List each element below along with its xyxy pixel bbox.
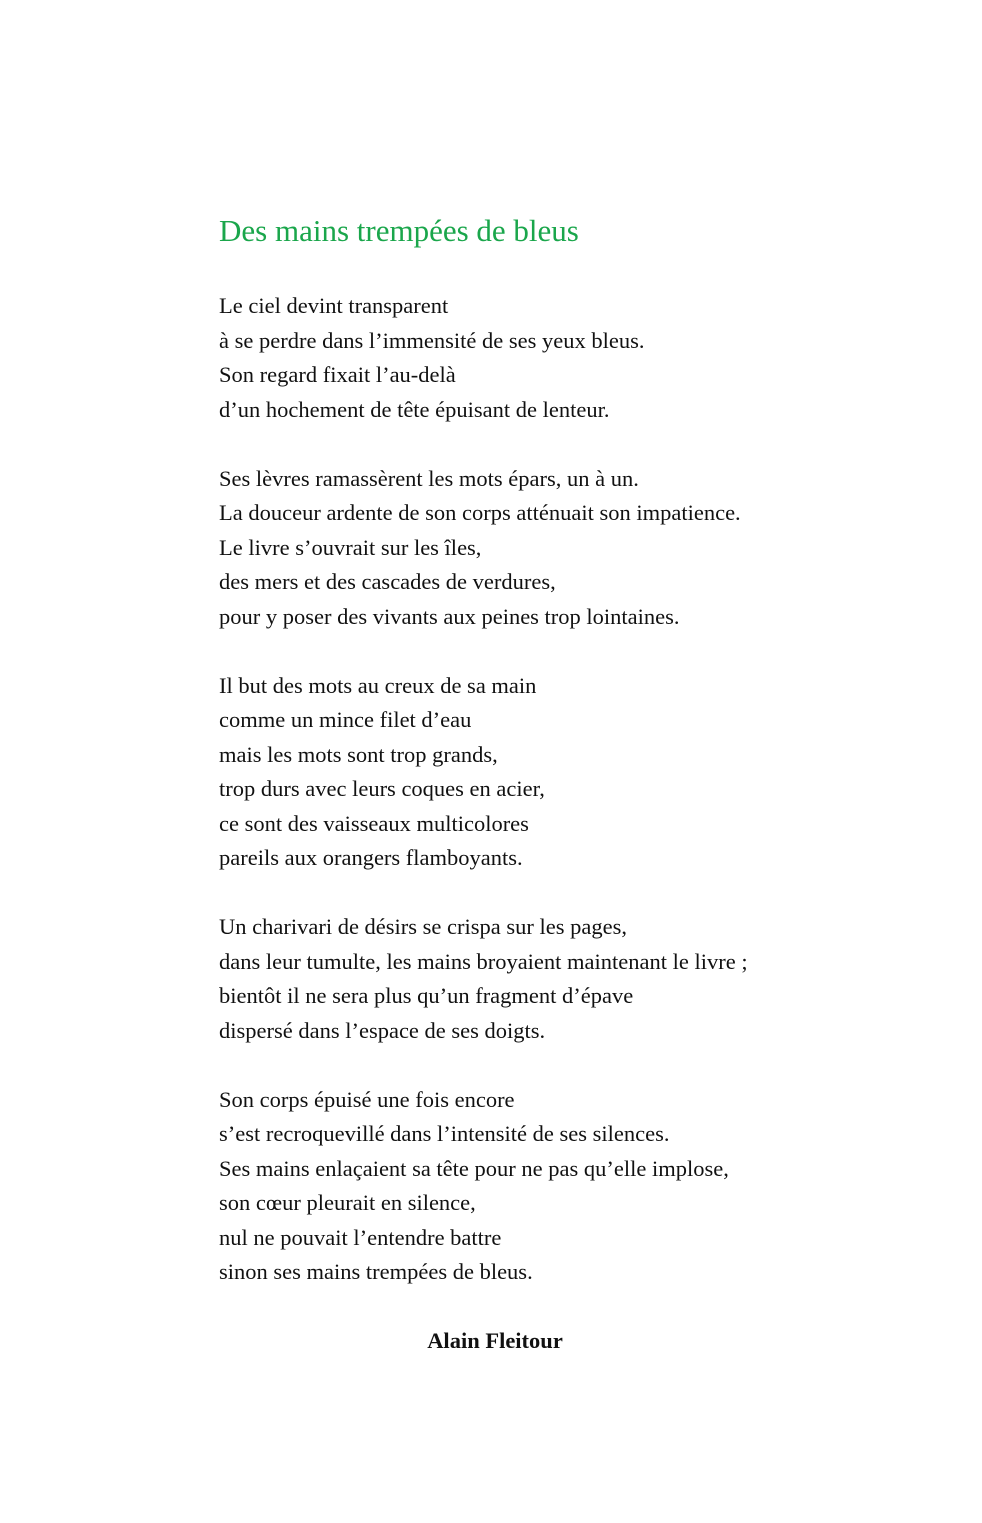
poem-line: dispersé dans l’espace de ses doigts. xyxy=(219,1017,546,1043)
poem-line: pour y poser des vivants aux peines trop lointaines. xyxy=(219,603,680,629)
poem-line: mais les mots sont trop grands, xyxy=(219,741,498,767)
poem-line: d’un hochement de tête épuisant de lenteur. xyxy=(219,396,610,422)
poem-line: s’est recroquevillé dans l’intensité de ses silences. xyxy=(219,1121,670,1146)
poem-line: trop durs avec leurs coques en acier, xyxy=(219,776,545,801)
poem-line: La douceur ardente de son corps atténuait son impatience. xyxy=(219,500,741,525)
poem-line: sinon ses mains trempées de bleus. xyxy=(219,1259,533,1284)
poem-line: Le ciel devint transparent xyxy=(219,293,449,318)
poem-line: Son regard fixait l’au-delà xyxy=(219,362,456,387)
stanza-1 xyxy=(219,289,919,427)
poem-line: des mers et des cascades de verdures, xyxy=(219,569,556,594)
poem-line: nul ne pouvait l’entendre battre xyxy=(219,1224,502,1250)
poem-line: Il but des mots au creux de sa main xyxy=(219,672,537,698)
poem-title: Des mains trempées de bleus xyxy=(219,213,579,248)
poem-line: dans leur tumulte, les mains broyaient maintenant le livre ; xyxy=(219,948,748,974)
poem-line: ce sont des vaisseaux multicolores xyxy=(219,810,529,836)
poem-line: bientôt il ne sera plus qu’un fragment d’épave xyxy=(219,983,634,1008)
poem-body xyxy=(219,289,919,1324)
poem-line: Ses mains enlaçaient sa tête pour ne pas qu’elle implose, xyxy=(219,1155,729,1181)
poem-line: Ses lèvres ramassèrent les mots épars, un à un. xyxy=(219,465,639,491)
poem-line: Son corps épuisé une fois encore xyxy=(219,1086,515,1112)
author-signature: Alain Fleitour xyxy=(427,1328,563,1353)
stanza-2 xyxy=(219,462,919,635)
poem-line: Le livre s’ouvrait sur les îles, xyxy=(219,534,482,560)
poem-line: Un charivari de désirs se crispa sur les pages, xyxy=(219,914,627,939)
stanza-3 xyxy=(219,669,919,876)
poem-line: à se perdre dans l’immensité de ses yeux bleus. xyxy=(219,327,645,353)
poem-line: son cœur pleurait en silence, xyxy=(219,1190,476,1215)
poem-line: pareils aux orangers flamboyants. xyxy=(219,845,523,870)
poem-line: comme un mince filet d’eau xyxy=(219,707,472,732)
stanza-4 xyxy=(219,910,919,1048)
stanza-5 xyxy=(219,1083,919,1290)
